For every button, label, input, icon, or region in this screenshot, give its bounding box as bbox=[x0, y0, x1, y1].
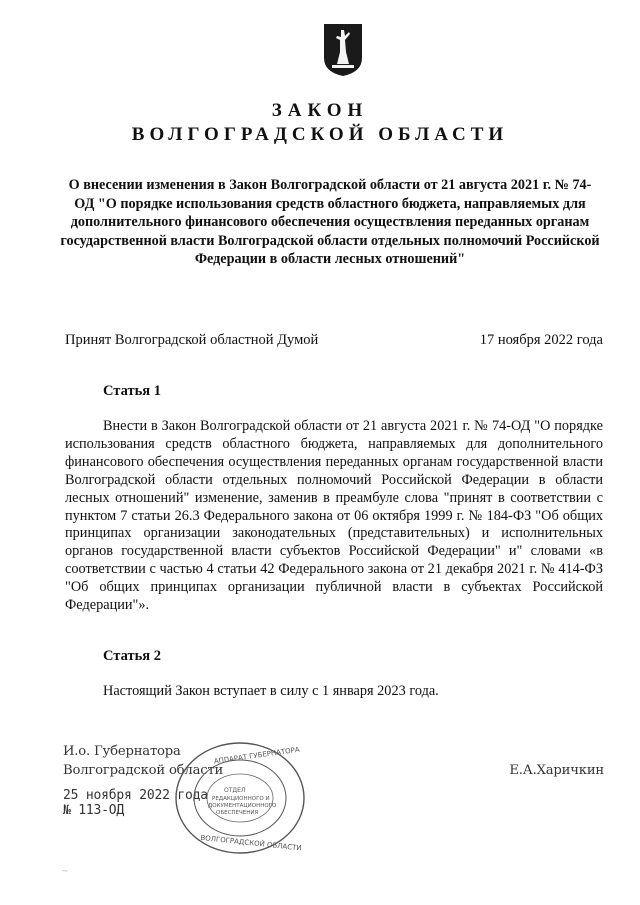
article-2-heading: Статья 2 bbox=[103, 648, 161, 664]
document-title: ЗАКОН bbox=[271, 100, 369, 121]
signatory-post-line2: Волгоградской области bbox=[63, 763, 224, 778]
article-1-heading: Статья 1 bbox=[103, 383, 161, 399]
svg-text:ОБЕСПЕЧЕНИЯ: ОБЕСПЕЧЕНИЯ bbox=[216, 810, 259, 816]
svg-text:ВОЛГОГРАДСКОЙ ОБЛАСТИ: ВОЛГОГРАДСКОЙ ОБЛАСТИ bbox=[200, 833, 302, 853]
law-number: № 113-ОД bbox=[63, 803, 125, 818]
scan-artifact: ~ bbox=[62, 866, 69, 877]
adopted-date: 17 ноября 2022 года bbox=[479, 332, 603, 348]
signing-date: 25 ноября 2022 года bbox=[63, 788, 208, 803]
official-stamp bbox=[172, 738, 308, 858]
article-1-text: Внести в Закон Волгоградской области от 21 августа 2021 г. № 74-ОД "О порядке использования средств областного бюджета, направляемых для дополнительного финансового обеспечения осуществления переданных органам государственной власти Волгоградской области отдельных полномочий Российской Федерации в области лесных отношений" изменение, заменив в преамбуле слова "принят в соответствии с пунктом 7 статьи 26.3 Федерального закона от 06 октября 1999 г. № 184-ФЗ "Об общих принципах организации законодательных (представительных) и исполнительных органов государственной власти субъектов Российской Федерации" и" словами «в соответствии с частью 4 статьи 42 Федерального закона от 21 декабря 2021 г. № 414-ФЗ "Об общих принципах организации публичной власти в субъектах Российской Федерации"». bbox=[65, 418, 603, 614]
svg-text:ДОКУМЕНТАЦИОННОГО: ДОКУМЕНТАЦИОННОГО bbox=[208, 803, 277, 809]
svg-text:АППАРАТ ГУБЕРНАТОРА: АППАРАТ ГУБЕРНАТОРА bbox=[213, 745, 301, 766]
signatory-name: Е.А.Харичкин bbox=[509, 763, 604, 778]
article-2-text: Настоящий Закон вступает в силу с 1 января 2023 года. bbox=[103, 683, 439, 699]
coat-of-arms-icon bbox=[322, 22, 364, 78]
svg-text:ОТДЕЛ: ОТДЕЛ bbox=[224, 787, 246, 794]
law-subject: О внесении изменения в Закон Волгоградской области от 21 августа 2021 г. № 74-ОД "О порядке использования средств областного бюджета, направляемых для дополнительного финансового обеспечения осуществления переданных органам государственной власти Волгоградской области отдельных полномочий Российской Федерации в области лесных отношений" bbox=[60, 177, 600, 268]
adopted-by: Принят Волгоградской областной Думой bbox=[65, 332, 319, 348]
svg-text:РЕДАКЦИОННОГО И: РЕДАКЦИОННОГО И bbox=[212, 796, 270, 802]
document-region: ВОЛГОГРАДСКОЙ ОБЛАСТИ bbox=[131, 124, 509, 145]
signatory-post-line1: И.о. Губернатора bbox=[63, 744, 181, 759]
